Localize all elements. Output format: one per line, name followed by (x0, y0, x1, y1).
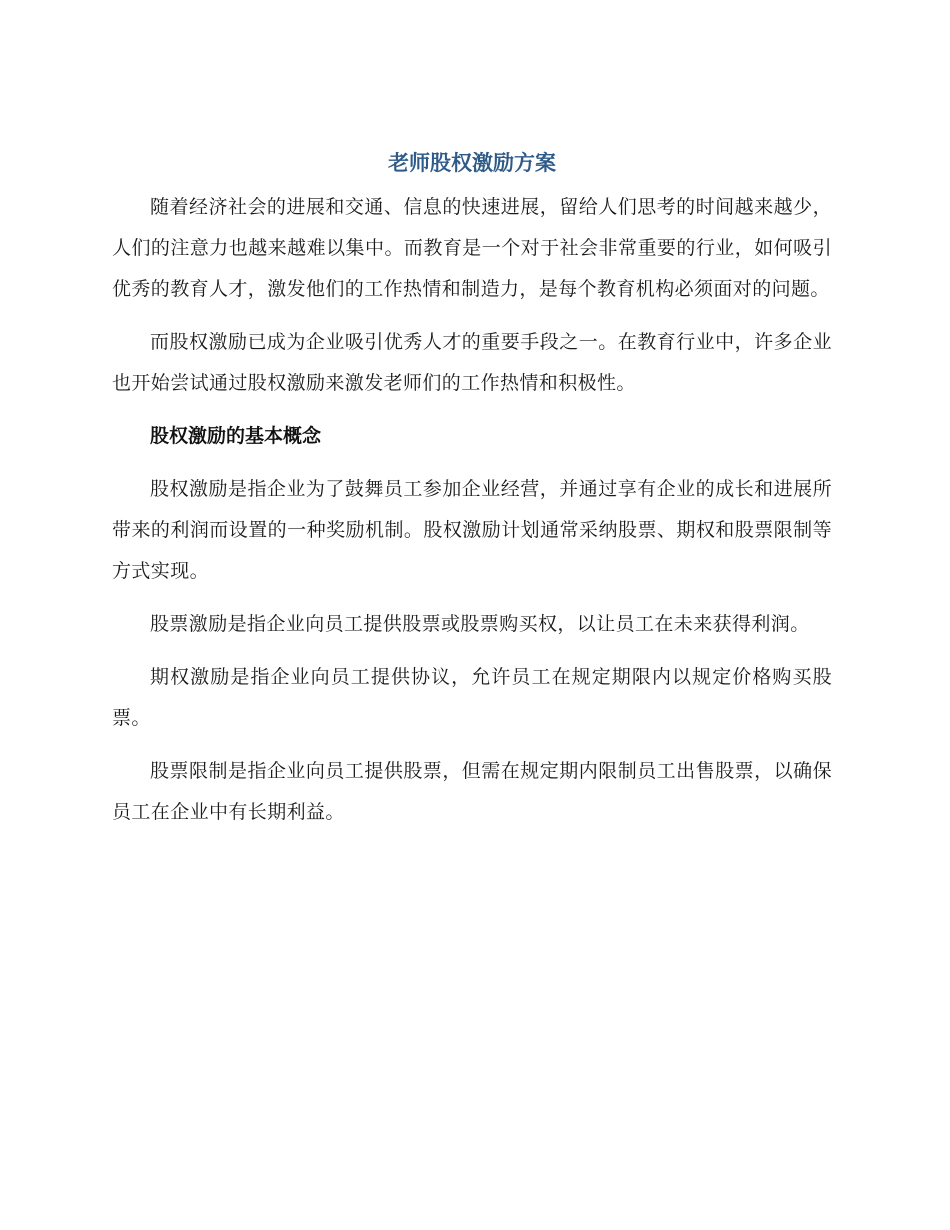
concept-paragraph-restricted-stock: 股票限制是指企业向员工提供股票，但需在规定期内限制员工出售股票，以确保员工在企业中有长期利益。 (112, 760, 832, 823)
concept-paragraph-stock-incentive: 股票激励是指企业向员工提供股票或股票购买权，以让员工在未来获得利润。 (150, 613, 810, 635)
intro-paragraph-1: 随着经济社会的进展和交通、信息的快速进展，留给人们思考的时间越来越少，人们的注意力也越来越难以集中。而教育是一个对于社会非常重要的行业，如何吸引优秀的教育人才，激发他们的工作热情和制造力，是每个教育机构必须面对的问题。 (112, 196, 832, 300)
document-body (112, 145, 832, 845)
intro-paragraph-2: 而股权激励已成为企业吸引优秀人才的重要手段之一。在教育行业中，许多企业也开始尝试通过股权激励来激发老师们的工作热情和积极性。 (112, 331, 832, 394)
concept-paragraph-equity-incentive: 股权激励是指企业为了鼓舞员工参加企业经营，并通过享有企业的成长和进展所带来的利润而设置的一种奖励机制。股权激励计划通常采纳股票、期权和股票限制等方式实现。 (112, 478, 832, 582)
document-title: 老师股权激励方案 (388, 151, 556, 175)
concept-paragraph-option-incentive: 期权激励是指企业向员工提供协议，允许员工在规定期限内以规定价格购买股票。 (112, 666, 832, 729)
section-heading: 股权激励的基本概念 (150, 425, 322, 447)
